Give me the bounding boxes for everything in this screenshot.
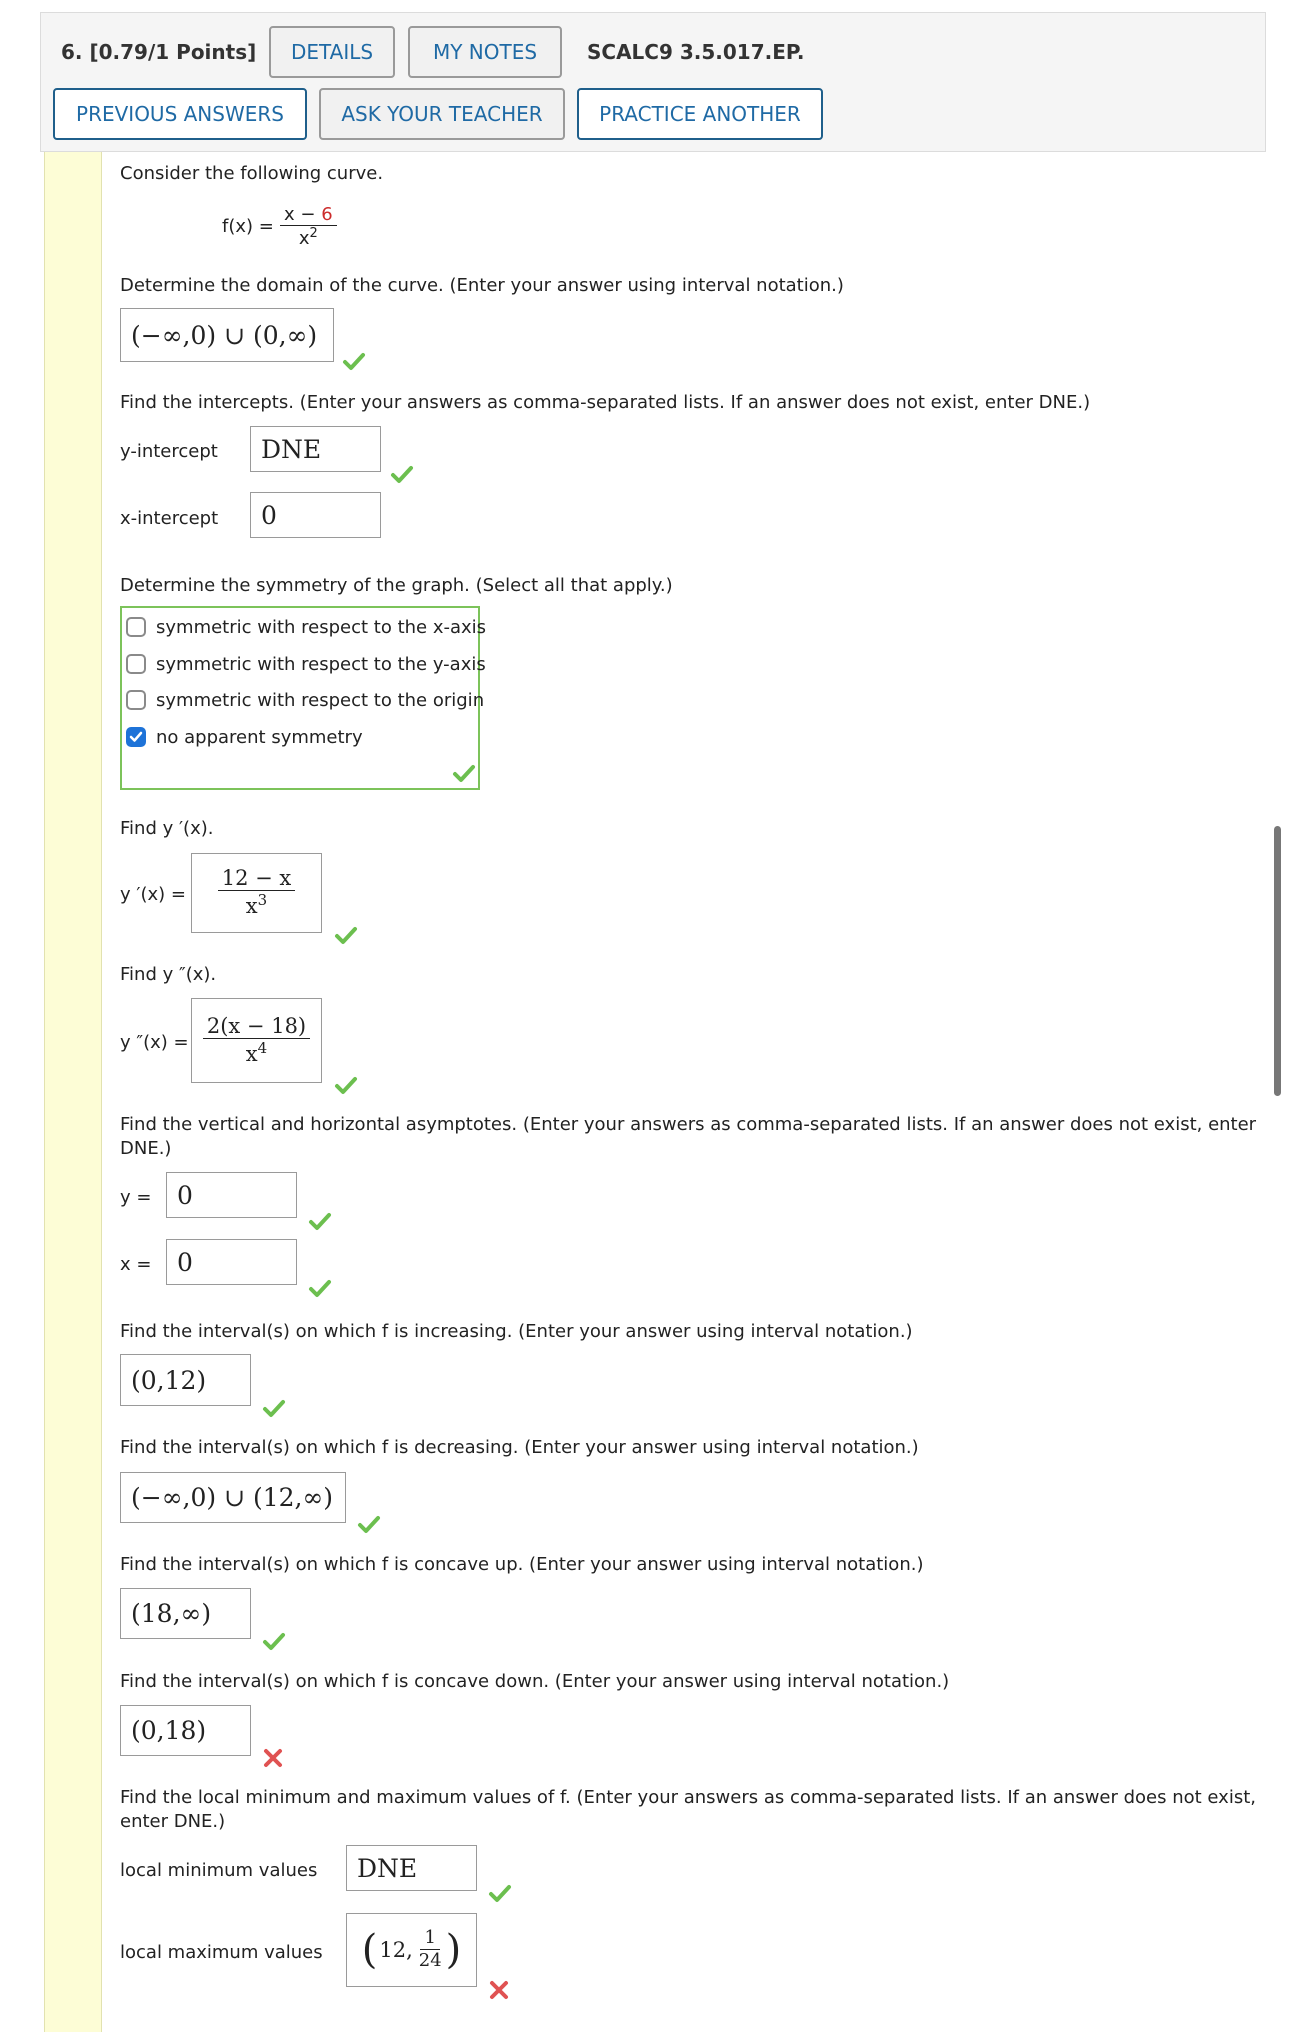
intercepts-prompt: Find the intercepts. (Enter your answers as comma-separated lists. If an answer does not exist, enter DNE.)	[120, 392, 1091, 413]
second-derivative-field[interactable]: $\frac{2(x - 18)}{x^4}$	[191, 998, 322, 1083]
second-derivative-label: y ″(x) =	[120, 1032, 189, 1053]
x-intercept-field[interactable]: 0	[250, 492, 381, 538]
checkbox-unchecked[interactable]	[126, 690, 146, 710]
local-minimum-field[interactable]: DNE	[346, 1845, 477, 1891]
function-fraction: x − 6 $x^2$	[280, 204, 337, 249]
symmetry-option-x-axis[interactable]: symmetric with respect to the x-axis	[126, 613, 486, 641]
checkbox-checked[interactable]	[126, 727, 146, 747]
previous-answers-button[interactable]: PREVIOUS ANSWERS	[53, 88, 307, 140]
correct-check-icon	[308, 1210, 332, 1232]
question-number: 6. [0.79/1 Points]	[61, 40, 257, 64]
correct-check-icon	[452, 762, 476, 784]
highlighted-constant: 6	[321, 204, 333, 225]
local-extrema-prompt-line2: enter DNE.)	[120, 1811, 226, 1832]
first-derivative-label: y ′(x) =	[120, 884, 186, 905]
increasing-answer-field[interactable]: (0,12)	[120, 1354, 251, 1406]
asymptotes-prompt-line1: Find the vertical and horizontal asymptotes. (Enter your answers as comma-separated lists. If an answer does not exist, enter	[120, 1114, 1257, 1135]
decreasing-prompt: Find the interval(s) on which f is decreasing. (Enter your answer using interval notation.)	[120, 1437, 919, 1458]
correct-check-icon	[390, 463, 414, 485]
ask-your-teacher-button[interactable]: ASK YOUR TEACHER	[319, 88, 565, 140]
function-label: f(x) =	[222, 216, 274, 237]
first-derivative-field[interactable]: $\frac{12 - x}{x^3}$	[191, 853, 322, 933]
correct-check-icon	[308, 1277, 332, 1299]
asymptotes-prompt-line2: DNE.)	[120, 1138, 172, 1159]
correct-check-icon	[334, 924, 358, 946]
vertical-asymptote-field[interactable]: 0	[166, 1239, 297, 1285]
y-intercept-label: y-intercept	[120, 441, 218, 462]
local-minimum-label: local minimum values	[120, 1860, 318, 1881]
question-header	[40, 12, 1266, 152]
symmetry-option-none[interactable]: no apparent symmetry	[126, 723, 363, 751]
horizontal-asymptote-field[interactable]: 0	[166, 1172, 297, 1218]
my-notes-button[interactable]: MY NOTES	[408, 26, 562, 78]
incorrect-x-icon	[488, 1979, 510, 2001]
checkbox-unchecked[interactable]	[126, 654, 146, 674]
local-maximum-field[interactable]: ( 12, $\frac{1}{24}$ )	[346, 1913, 477, 1987]
symmetry-option-origin[interactable]: symmetric with respect to the origin	[126, 686, 484, 714]
problem-intro: Consider the following curve.	[120, 163, 384, 184]
correct-check-icon	[262, 1397, 286, 1419]
question-sidebar	[44, 152, 102, 2032]
correct-check-icon	[342, 350, 366, 372]
vertical-asymptote-label: x =	[120, 1254, 152, 1275]
decreasing-answer-field[interactable]: (−∞,0) ∪ (12,∞)	[120, 1472, 346, 1523]
increasing-prompt: Find the interval(s) on which f is increasing. (Enter your answer using interval notation.)	[120, 1321, 913, 1342]
practice-another-button[interactable]: PRACTICE ANOTHER	[577, 88, 823, 140]
y-intercept-field[interactable]: DNE	[250, 426, 381, 472]
points-score: [0.79/1 Points]	[89, 40, 257, 64]
symmetry-option-y-axis[interactable]: symmetric with respect to the y-axis	[126, 650, 486, 678]
concave-down-prompt: Find the interval(s) on which f is concave down. (Enter your answer using interval notation.)	[120, 1671, 950, 1692]
local-extrema-prompt-line1: Find the local minimum and maximum values of f. (Enter your answers as comma-separated lists. If an answer does not exist,	[120, 1787, 1256, 1808]
correct-check-icon	[334, 1074, 358, 1096]
checkmark-icon	[129, 731, 143, 743]
symmetry-options	[120, 606, 487, 790]
local-maximum-label: local maximum values	[120, 1942, 323, 1963]
correct-check-icon	[357, 1513, 381, 1535]
symmetry-prompt: Determine the symmetry of the graph. (Select all that apply.)	[120, 575, 673, 596]
concave-down-answer-field[interactable]: (0,18)	[120, 1705, 251, 1756]
correct-check-icon	[488, 1882, 512, 1904]
horizontal-asymptote-label: y =	[120, 1187, 152, 1208]
details-button[interactable]: DETAILS	[269, 26, 395, 78]
x-intercept-label: x-intercept	[120, 508, 219, 529]
concave-up-answer-field[interactable]: (18,∞)	[120, 1588, 251, 1639]
correct-check-icon	[262, 1630, 286, 1652]
scrollbar-thumb[interactable]	[1274, 826, 1281, 1096]
checkbox-unchecked[interactable]	[126, 617, 146, 637]
domain-prompt: Determine the domain of the curve. (Enter your answer using interval notation.)	[120, 275, 844, 296]
incorrect-x-icon	[262, 1747, 284, 1769]
domain-answer-field[interactable]: (−∞,0) ∪ (0,∞)	[120, 308, 334, 362]
second-derivative-prompt: Find y ″(x).	[120, 964, 217, 985]
question-code: SCALC9 3.5.017.EP.	[587, 40, 805, 64]
first-derivative-prompt: Find y ′(x).	[120, 818, 214, 839]
concave-up-prompt: Find the interval(s) on which f is concave up. (Enter your answer using interval notation.)	[120, 1554, 924, 1575]
